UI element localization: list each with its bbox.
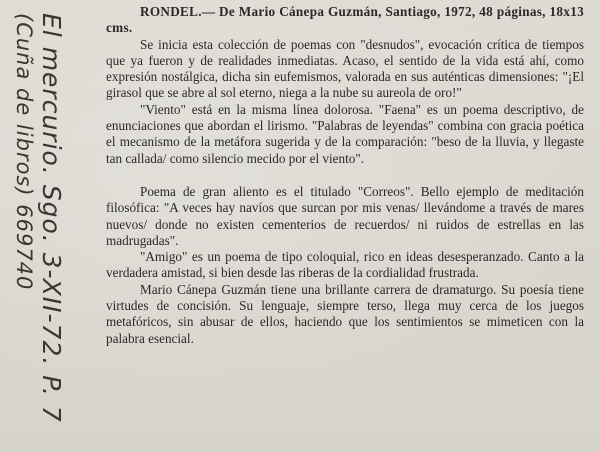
article-header-text: RONDEL.— De Mario Cánepa Guzmán, Santiago, 1972, 48 páginas, 18x13 cms. bbox=[106, 4, 584, 36]
book-review-article bbox=[106, 4, 584, 347]
paragraph-gap bbox=[106, 167, 584, 184]
paragraph-2: "Viento" está en la misma línea dolorosa. "Faena" es un poema descriptivo, de enunciaciones que abordan el lirismo. "Palabras de leyendas" combina con gracia poética el mecanismo de la metáfora sugerida y de la comparación: "beso de la lluvia, y llegaste tan callada/ como silencio mecido por el viento". bbox=[106, 101, 584, 166]
handwritten-margin-note bbox=[12, 13, 66, 443]
paragraph-4: "Amigo" es un poema de tipo coloquial, rico en ideas desesperanzado. Canto a la verdadera amistad, si bien desde las riberas de la cordialidad frustrada. bbox=[106, 249, 584, 281]
paragraph-5: Mario Cánepa Guzmán tiene una brillante carrera de dramaturgo. Su poesía tiene virtudes de concisión. Su lenguaje, siempre terso, llega muy cerca de los juegos metafóricos, sin abusar de ellos, haciendo que los sentimientos se mimeticen con la palabra esencial. bbox=[106, 281, 584, 346]
article-header bbox=[106, 4, 584, 37]
paragraph-1: Se inicia esta colección de poemas con "desnudos", evocación crítica de tiempos que ya fueron y de realidades inmediatas. Acaso, el sentido de la vida está ahí, como expresión nostálgica, dicha sin eufemismos, valorada en sus auténticas dimensiones: "¡El girasol que se abre al sol eterno, niega a la nube su aureola de oro!" bbox=[106, 36, 584, 101]
margin-note-section: (Cuña de libros) 669740 bbox=[12, 13, 36, 291]
paragraph-3: Poema de gran aliento es el titulado "Correos". Bello ejemplo de meditación filosófica: "A veces hay navíos que surcan por mis venas/ llevándome a través de mares nuevos/ donde no existen cementerios de recuerdos/ ni ruidos de estrellas en las madrugadas". bbox=[106, 183, 584, 248]
margin-note-source: El mercurio. Sgo. 3-XII-72. P. 7 bbox=[37, 13, 66, 423]
